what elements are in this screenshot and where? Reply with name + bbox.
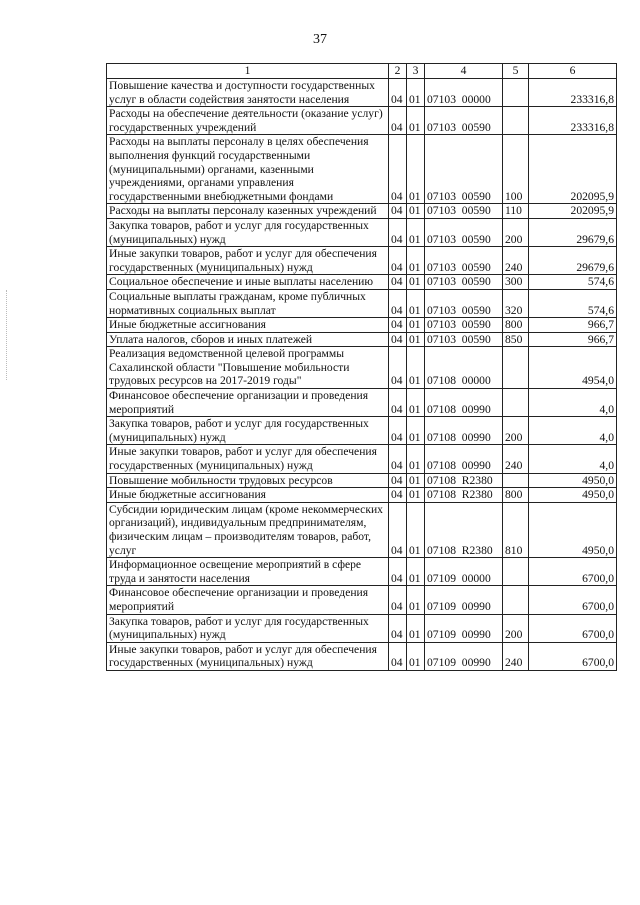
section-code-cell: 04 xyxy=(389,614,407,642)
amount-cell: 6700,0 xyxy=(529,642,617,670)
subsection-code-cell: 01 xyxy=(407,332,425,347)
target-article-cell: 07109 00990 xyxy=(425,586,503,614)
expense-type-cell: 850 xyxy=(503,332,529,347)
expense-type-cell: 810 xyxy=(503,502,529,557)
amount-cell: 6700,0 xyxy=(529,586,617,614)
amount-cell: 4954,0 xyxy=(529,347,617,389)
row-name-cell: Социальные выплаты гражданам, кроме публичных нормативных социальных выплат xyxy=(107,289,389,317)
subsection-code-cell: 01 xyxy=(407,289,425,317)
scan-margin-mark xyxy=(6,290,9,380)
subsection-code-cell: 01 xyxy=(407,417,425,445)
target-article-cell: 07108 R2380 xyxy=(425,488,503,503)
expense-type-cell: 200 xyxy=(503,614,529,642)
budget-table xyxy=(106,63,617,671)
header-cell: 6 xyxy=(529,64,617,79)
row-name-cell: Иные бюджетные ассигнования xyxy=(107,318,389,333)
header-cell: 5 xyxy=(503,64,529,79)
amount-cell: 574,6 xyxy=(529,289,617,317)
subsection-code-cell: 01 xyxy=(407,107,425,135)
table-row xyxy=(107,318,617,333)
expense-type-cell: 320 xyxy=(503,289,529,317)
target-article-cell: 07108 00990 xyxy=(425,389,503,417)
expense-type-cell: 800 xyxy=(503,488,529,503)
table-row xyxy=(107,586,617,614)
amount-cell: 4950,0 xyxy=(529,488,617,503)
expense-type-cell: 240 xyxy=(503,642,529,670)
table-row xyxy=(107,79,617,107)
section-code-cell: 04 xyxy=(389,642,407,670)
amount-cell: 966,7 xyxy=(529,318,617,333)
row-name-cell: Финансовое обеспечение организации и проведения мероприятий xyxy=(107,389,389,417)
target-article-cell: 07103 00590 xyxy=(425,247,503,275)
section-code-cell: 04 xyxy=(389,445,407,473)
target-article-cell: 07103 00590 xyxy=(425,218,503,246)
amount-cell: 233316,8 xyxy=(529,79,617,107)
section-code-cell: 04 xyxy=(389,79,407,107)
amount-cell: 4,0 xyxy=(529,389,617,417)
target-article-cell: 07108 00000 xyxy=(425,347,503,389)
section-code-cell: 04 xyxy=(389,275,407,290)
expense-type-cell xyxy=(503,473,529,488)
target-article-cell: 07108 00990 xyxy=(425,445,503,473)
section-code-cell: 04 xyxy=(389,502,407,557)
expense-type-cell: 200 xyxy=(503,417,529,445)
amount-cell: 29679,6 xyxy=(529,218,617,246)
table-row xyxy=(107,488,617,503)
row-name-cell: Социальное обеспечение и иные выплаты населению xyxy=(107,275,389,290)
table-row xyxy=(107,135,617,204)
expense-type-cell xyxy=(503,79,529,107)
expense-type-cell xyxy=(503,586,529,614)
target-article-cell: 07108 00990 xyxy=(425,417,503,445)
header-cell: 4 xyxy=(425,64,503,79)
header-cell: 1 xyxy=(107,64,389,79)
section-code-cell: 04 xyxy=(389,473,407,488)
table-row xyxy=(107,614,617,642)
section-code-cell: 04 xyxy=(389,417,407,445)
subsection-code-cell: 01 xyxy=(407,318,425,333)
table-row xyxy=(107,445,617,473)
table-row xyxy=(107,502,617,557)
amount-cell: 202095,9 xyxy=(529,135,617,204)
section-code-cell: 04 xyxy=(389,389,407,417)
subsection-code-cell: 01 xyxy=(407,558,425,586)
section-code-cell: 04 xyxy=(389,586,407,614)
target-article-cell: 07108 R2380 xyxy=(425,473,503,488)
expense-type-cell xyxy=(503,558,529,586)
target-article-cell: 07103 00590 xyxy=(425,135,503,204)
section-code-cell: 04 xyxy=(389,135,407,204)
amount-cell: 966,7 xyxy=(529,332,617,347)
amount-cell: 233316,8 xyxy=(529,107,617,135)
subsection-code-cell: 01 xyxy=(407,473,425,488)
section-code-cell: 04 xyxy=(389,488,407,503)
section-code-cell: 04 xyxy=(389,289,407,317)
expense-type-cell xyxy=(503,107,529,135)
section-code-cell: 04 xyxy=(389,204,407,219)
subsection-code-cell: 01 xyxy=(407,347,425,389)
row-name-cell: Информационное освещение мероприятий в сфере труда и занятости населения xyxy=(107,558,389,586)
amount-cell: 4,0 xyxy=(529,445,617,473)
table-row xyxy=(107,275,617,290)
table-row xyxy=(107,417,617,445)
table-row xyxy=(107,107,617,135)
target-article-cell: 07109 00990 xyxy=(425,642,503,670)
amount-cell: 6700,0 xyxy=(529,614,617,642)
row-name-cell: Иные закупки товаров, работ и услуг для обеспечения государственных (муниципальных) нужд xyxy=(107,445,389,473)
header-cell: 3 xyxy=(407,64,425,79)
table-row xyxy=(107,473,617,488)
row-name-cell: Субсидии юридическим лицам (кроме некоммерческих организаций), индивидуальным предпринимателям, физическим лицам – производителям товаров, работ, услуг xyxy=(107,502,389,557)
subsection-code-cell: 01 xyxy=(407,445,425,473)
amount-cell: 6700,0 xyxy=(529,558,617,586)
expense-type-cell: 240 xyxy=(503,445,529,473)
expense-type-cell xyxy=(503,389,529,417)
row-name-cell: Реализация ведомственной целевой программы Сахалинской области "Повышение мобильности трудовых ресурсов на 2017-2019 годы" xyxy=(107,347,389,389)
expense-type-cell: 100 xyxy=(503,135,529,204)
table-row xyxy=(107,218,617,246)
amount-cell: 4950,0 xyxy=(529,502,617,557)
row-name-cell: Расходы на обеспечение деятельности (оказание услуг) государственных учреждений xyxy=(107,107,389,135)
page-number: 37 xyxy=(313,32,327,47)
row-name-cell: Расходы на выплаты персоналу в целях обеспечения выполнения функций государственными (муниципальными) органами, казенными учреждениями, органами управления государственными внебюджетными фондами xyxy=(107,135,389,204)
table-row xyxy=(107,204,617,219)
subsection-code-cell: 01 xyxy=(407,204,425,219)
target-article-cell: 07103 00000 xyxy=(425,79,503,107)
expense-type-cell: 110 xyxy=(503,204,529,219)
target-article-cell: 07103 00590 xyxy=(425,289,503,317)
expense-type-cell: 300 xyxy=(503,275,529,290)
row-name-cell: Иные закупки товаров, работ и услуг для обеспечения государственных (муниципальных) нужд xyxy=(107,247,389,275)
row-name-cell: Повышение качества и доступности государственных услуг в области содействия занятости населения xyxy=(107,79,389,107)
row-name-cell: Иные закупки товаров, работ и услуг для обеспечения государственных (муниципальных) нужд xyxy=(107,642,389,670)
expense-type-cell: 200 xyxy=(503,218,529,246)
subsection-code-cell: 01 xyxy=(407,135,425,204)
amount-cell: 202095,9 xyxy=(529,204,617,219)
subsection-code-cell: 01 xyxy=(407,586,425,614)
subsection-code-cell: 01 xyxy=(407,502,425,557)
subsection-code-cell: 01 xyxy=(407,218,425,246)
section-code-cell: 04 xyxy=(389,218,407,246)
target-article-cell: 07103 00590 xyxy=(425,107,503,135)
expense-type-cell: 240 xyxy=(503,247,529,275)
subsection-code-cell: 01 xyxy=(407,488,425,503)
table-row xyxy=(107,247,617,275)
subsection-code-cell: 01 xyxy=(407,642,425,670)
section-code-cell: 04 xyxy=(389,558,407,586)
expense-type-cell: 800 xyxy=(503,318,529,333)
target-article-cell: 07103 00590 xyxy=(425,318,503,333)
table-row xyxy=(107,347,617,389)
table-row xyxy=(107,332,617,347)
target-article-cell: 07103 00590 xyxy=(425,204,503,219)
subsection-code-cell: 01 xyxy=(407,389,425,417)
header-cell: 2 xyxy=(389,64,407,79)
section-code-cell: 04 xyxy=(389,332,407,347)
target-article-cell: 07103 00590 xyxy=(425,275,503,290)
subsection-code-cell: 01 xyxy=(407,247,425,275)
row-name-cell: Закупка товаров, работ и услуг для государственных (муниципальных) нужд xyxy=(107,614,389,642)
target-article-cell: 07109 00990 xyxy=(425,614,503,642)
table-row xyxy=(107,558,617,586)
table-row xyxy=(107,289,617,317)
subsection-code-cell: 01 xyxy=(407,79,425,107)
target-article-cell: 07108 R2380 xyxy=(425,502,503,557)
section-code-cell: 04 xyxy=(389,107,407,135)
row-name-cell: Закупка товаров, работ и услуг для государственных (муниципальных) нужд xyxy=(107,417,389,445)
table-header-row xyxy=(107,64,617,79)
subsection-code-cell: 01 xyxy=(407,275,425,290)
target-article-cell: 07109 00000 xyxy=(425,558,503,586)
table-row xyxy=(107,642,617,670)
row-name-cell: Финансовое обеспечение организации и проведения мероприятий xyxy=(107,586,389,614)
expense-type-cell xyxy=(503,347,529,389)
table-row xyxy=(107,389,617,417)
section-code-cell: 04 xyxy=(389,247,407,275)
amount-cell: 29679,6 xyxy=(529,247,617,275)
row-name-cell: Повышение мобильности трудовых ресурсов xyxy=(107,473,389,488)
section-code-cell: 04 xyxy=(389,347,407,389)
row-name-cell: Иные бюджетные ассигнования xyxy=(107,488,389,503)
row-name-cell: Расходы на выплаты персоналу казенных учреждений xyxy=(107,204,389,219)
row-name-cell: Уплата налогов, сборов и иных платежей xyxy=(107,332,389,347)
row-name-cell: Закупка товаров, работ и услуг для государственных (муниципальных) нужд xyxy=(107,218,389,246)
amount-cell: 4,0 xyxy=(529,417,617,445)
subsection-code-cell: 01 xyxy=(407,614,425,642)
target-article-cell: 07103 00590 xyxy=(425,332,503,347)
amount-cell: 574,6 xyxy=(529,275,617,290)
amount-cell: 4950,0 xyxy=(529,473,617,488)
section-code-cell: 04 xyxy=(389,318,407,333)
